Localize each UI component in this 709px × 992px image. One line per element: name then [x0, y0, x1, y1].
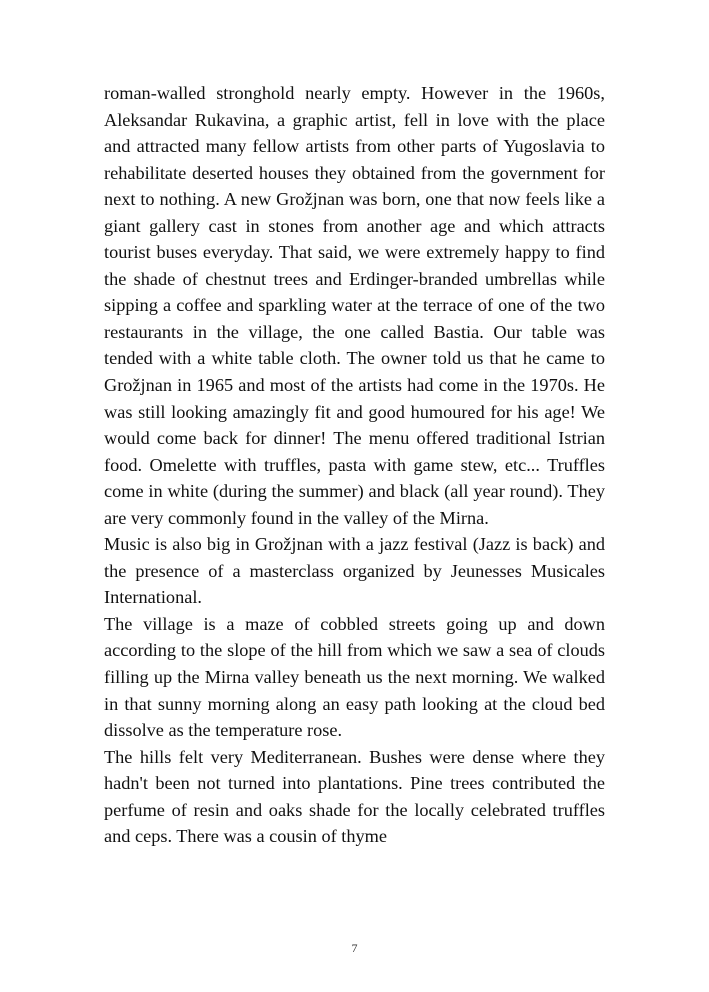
body-text: [104, 80, 605, 850]
paragraph-2: Music is also big in Grožjnan with a jazz festival (Jazz is back) and the presence of a masterclass organized by Jeunesses Musicales International.: [104, 534, 605, 608]
paragraph-3: The village is a maze of cobbled streets going up and down according to the slope of the hill from which we saw a sea of clouds filling up the Mirna valley beneath us the next morning. We walked in that sunny morning along an easy path looking at the cloud bed dissolve as the temperature rose.: [104, 613, 605, 741]
paragraph-1: roman-walled stronghold nearly empty. However in the 1960s, Aleksandar Rukavina, a graphic artist, fell in love with the place and attracted many fellow artists from other parts of Yugoslavia to rehabilitate deserted houses they obtained from the government for next to nothing. A new Grožjnan was born, one that now feels like a giant gallery cast in stones from another age and which attracts tourist buses everyday. That said, we were extremely happy to find the shade of chestnut trees and Erdinger-branded umbrellas while sipping a coffee and sparkling water at the terrace of one of the two restaurants in the village, the one called Bastia. Our table was tended with a white table cloth. The owner told us that he came to Grožjnan in 1965 and most of the artists had come in the 1970s. He was still looking amazingly fit and good humoured for his age! We would come back for dinner! The menu offered traditional Istrian food. Omelette with truffles, pasta with game stew, etc... Truffles come in white (during the summer) and black (all year round). They are very commonly found in the valley of the Mirna.: [104, 83, 605, 528]
paragraph-4: The hills felt very Mediterranean. Bushes were dense where they hadn't been not turned into plantations. Pine trees contributed the perfume of resin and oaks shade for the locally celebrated truffles and ceps. There was a cousin of thyme: [104, 746, 605, 847]
page-number: 7: [351, 941, 358, 955]
